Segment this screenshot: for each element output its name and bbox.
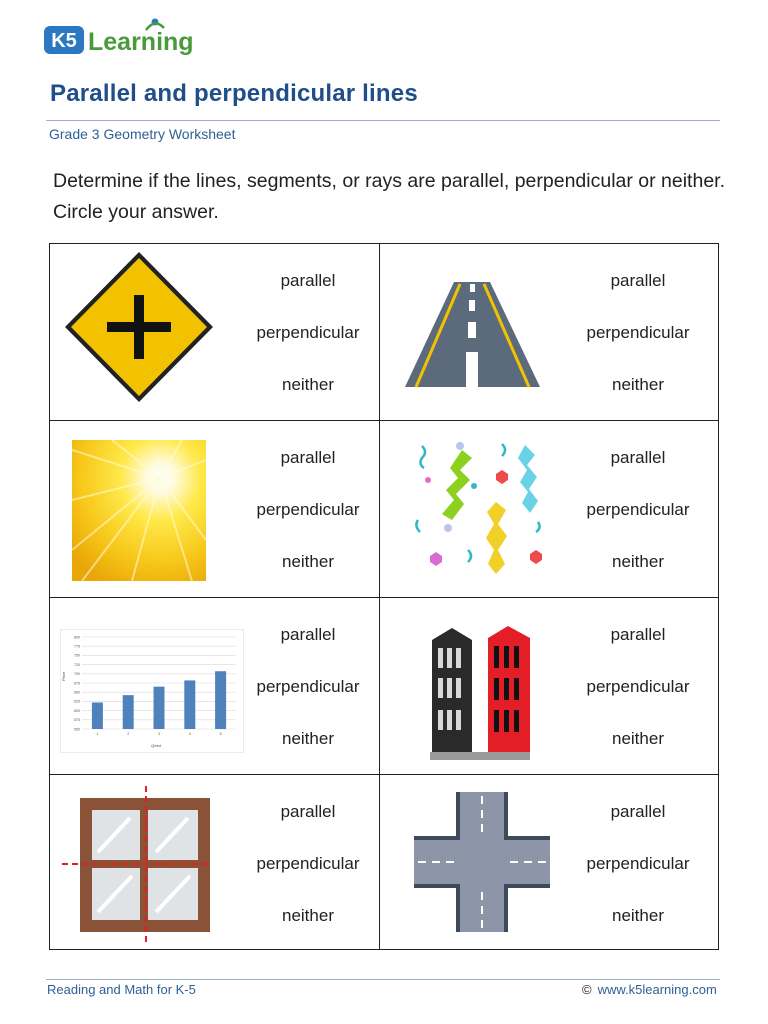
chart-ytick-label: 650: [74, 690, 80, 695]
chart-ylabel: Price: [61, 671, 66, 681]
option-neither[interactable]: neither: [612, 375, 664, 394]
chart-xtick-label: 1: [96, 732, 99, 736]
chart-ytick-label: 725: [74, 662, 80, 667]
copyright-symbol: ©: [582, 982, 592, 997]
chart-ytick-label: 550: [74, 727, 80, 732]
option-perpendicular[interactable]: perpendicular: [256, 500, 360, 519]
answer-options: [242, 775, 374, 952]
option-parallel[interactable]: parallel: [610, 271, 666, 290]
road-image: [404, 282, 542, 388]
chart-ytick-label: 750: [74, 653, 80, 658]
option-neither[interactable]: neither: [282, 552, 334, 571]
bar-chart-image: [60, 629, 244, 753]
answer-options: [242, 421, 374, 598]
option-neither[interactable]: neither: [612, 906, 664, 925]
confetti-image: [410, 440, 550, 580]
option-perpendicular[interactable]: perpendicular: [256, 323, 360, 342]
chart-ytick-label: 625: [74, 699, 80, 704]
logo-k5-text: K5: [51, 30, 77, 52]
option-parallel[interactable]: parallel: [610, 448, 666, 467]
chart-ytick-label: 800: [74, 635, 80, 640]
chart-bar: [154, 687, 165, 729]
chart-bar: [215, 671, 226, 729]
option-perpendicular[interactable]: perpendicular: [586, 677, 690, 696]
chart-xtick-label: 2: [127, 732, 130, 736]
option-parallel[interactable]: parallel: [280, 625, 336, 644]
intersection-image: [414, 792, 550, 932]
question-cell: [50, 244, 384, 421]
chart-ytick-label: 675: [74, 681, 80, 686]
option-neither[interactable]: neither: [282, 906, 334, 925]
question-cell: [380, 775, 714, 952]
page-subtitle: Grade 3 Geometry Worksheet: [49, 126, 236, 142]
option-neither[interactable]: neither: [612, 729, 664, 748]
option-perpendicular[interactable]: perpendicular: [256, 677, 360, 696]
header-divider: [46, 120, 720, 121]
answer-options: [572, 244, 704, 421]
worksheet-grid: [49, 243, 719, 950]
option-perpendicular[interactable]: perpendicular: [586, 323, 690, 342]
option-perpendicular[interactable]: perpendicular: [586, 854, 690, 873]
footer-site: [582, 982, 717, 997]
k5-learning-logo: [44, 16, 204, 60]
option-parallel[interactable]: parallel: [280, 271, 336, 290]
chart-ytick-label: 700: [74, 672, 80, 677]
option-parallel[interactable]: parallel: [610, 802, 666, 821]
chart-bar: [92, 703, 103, 729]
chart-xtick-label: 3: [158, 732, 160, 736]
option-neither[interactable]: neither: [282, 729, 334, 748]
chart-ytick-label: 575: [74, 718, 80, 723]
footer-divider: [46, 979, 720, 980]
logo-learning-text: Learning: [88, 28, 194, 56]
answer-options: [242, 598, 374, 775]
chart-bar: [184, 680, 195, 729]
option-perpendicular[interactable]: perpendicular: [256, 854, 360, 873]
window-image: [62, 786, 212, 942]
answer-options: [572, 598, 704, 775]
instructions: Determine if the lines, segments, or rays are parallel, perpendicular or neither. Circle your answer.: [53, 170, 725, 223]
chart-bar: [123, 695, 134, 729]
option-perpendicular[interactable]: perpendicular: [586, 500, 690, 519]
chart-xtick-label: 4: [188, 732, 191, 736]
question-cell: [50, 775, 384, 952]
option-parallel[interactable]: parallel: [280, 448, 336, 467]
footer-site-link[interactable]: www.k5learning.com: [597, 982, 717, 997]
sun-rays-image: [72, 440, 206, 581]
crossroad-sign-image: [63, 250, 215, 405]
question-cell: [50, 421, 384, 598]
chart-ytick-label: 600: [74, 708, 80, 713]
question-cell: [50, 598, 384, 775]
option-neither[interactable]: neither: [612, 552, 664, 571]
chart-xlabel: Qmnt: [151, 743, 161, 748]
page-title: Parallel and perpendicular lines: [50, 80, 418, 107]
option-parallel[interactable]: parallel: [280, 802, 336, 821]
buildings-image: [430, 626, 532, 762]
answer-options: [572, 421, 704, 598]
question-cell: [380, 421, 714, 598]
footer-tagline: Reading and Math for K-5: [47, 982, 196, 997]
answer-options: [572, 775, 704, 952]
question-cell: [380, 244, 714, 421]
option-neither[interactable]: neither: [282, 375, 334, 394]
option-parallel[interactable]: parallel: [610, 625, 666, 644]
answer-options: [242, 244, 374, 421]
question-cell: [380, 598, 714, 775]
chart-xtick-label: 5: [219, 732, 222, 736]
chart-ytick-label: 775: [74, 644, 80, 649]
